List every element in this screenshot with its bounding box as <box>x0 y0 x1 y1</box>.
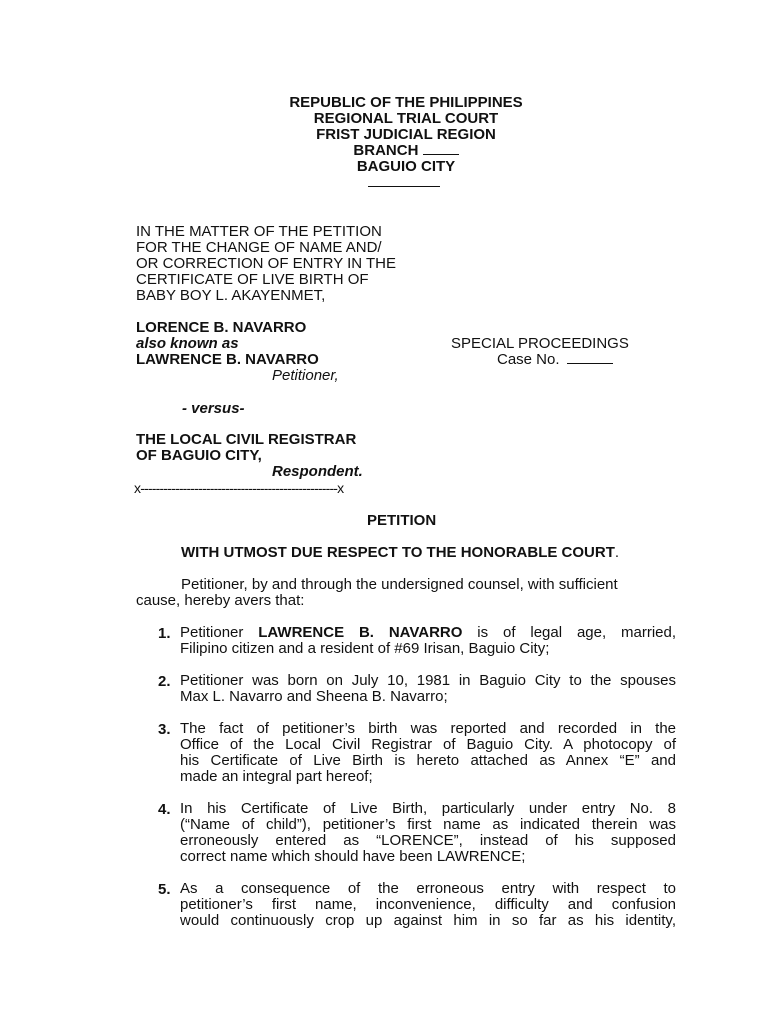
item-number: 2. <box>158 673 171 690</box>
versus-label: - versus- <box>182 400 245 417</box>
intro-line2: cause, hereby avers that: <box>136 592 305 609</box>
list-item <box>180 625 676 657</box>
caption-line: BABY BOY L. AKAYENMET, <box>136 287 326 304</box>
item-line: Petitioner was born on July 10, 1981 in Baguio City to the spouses <box>180 672 676 689</box>
case-number: Case No. <box>497 352 613 368</box>
case-caption <box>136 224 396 304</box>
header-city: BAGUIO CITY <box>356 158 456 175</box>
petitioner-name: LORENCE B. NAVARRO <box>136 319 307 336</box>
item-line: (“Name of child”), petitioner’s first name as indicated therein was <box>180 816 676 833</box>
item-line: made an integral part hereof; <box>180 768 373 785</box>
item-line: Max L. Navarro and Sheena B. Navarro; <box>180 688 448 705</box>
also-known-as: also known as <box>136 335 239 352</box>
respondent-role: Respondent. <box>272 463 363 480</box>
caption-line: CERTIFICATE OF LIVE BIRTH OF <box>136 271 369 288</box>
caption-line: OR CORRECTION OF ENTRY IN THE <box>136 255 397 272</box>
petition-title: PETITION <box>367 512 437 529</box>
list-item <box>180 881 676 929</box>
header-court: REGIONAL TRIAL COURT <box>313 110 499 127</box>
header-region: FRIST JUDICIAL REGION <box>316 126 496 143</box>
item-line: The fact of petitioner’s birth was reported and recorded in the <box>180 720 676 737</box>
caption-line: IN THE MATTER OF THE PETITION <box>136 223 382 240</box>
salutation: WITH UTMOST DUE RESPECT TO THE HONORABLE COURT. <box>181 544 620 561</box>
list-item <box>180 673 676 705</box>
intro-line1: Petitioner, by and through the undersigned counsel, with sufficient <box>181 576 618 593</box>
respondent-line1: THE LOCAL CIVIL REGISTRAR <box>136 431 357 448</box>
item-line: erroneously entered as “LORENCE”, instead of his supposed <box>180 832 676 849</box>
court-header <box>0 95 768 191</box>
petitioner-alias: LAWRENCE B. NAVARRO <box>136 351 319 368</box>
caption-divider: x---------------------------------------------------x <box>134 480 344 496</box>
item-line: correct name which should have been LAWRENCE; <box>180 848 526 865</box>
item-line: would continuously crop up against him in so far as his identity, <box>180 912 676 929</box>
item-line: In his Certificate of Live Birth, particularly under entry No. 8 <box>180 800 676 817</box>
item-line: Petitioner LAWRENCE B. NAVARRO is of legal age, married, <box>180 624 677 641</box>
item-line: As a consequence of the erroneous entry with respect to <box>180 880 676 897</box>
respondent-line2: OF BAGUIO CITY, <box>136 447 262 464</box>
list-item <box>180 721 676 785</box>
item-line: Office of the Local Civil Registrar of Baguio City. A photocopy of <box>180 736 676 753</box>
special-proceedings: SPECIAL PROCEEDINGS <box>451 335 629 352</box>
header-branch: BRANCH <box>0 143 768 159</box>
header-republic: REPUBLIC OF THE PHILIPPINES <box>289 94 523 111</box>
item-number: 3. <box>158 721 171 738</box>
item-line: Filipino citizen and a resident of #69 Irisan, Baguio City; <box>180 640 550 657</box>
caption-line: FOR THE CHANGE OF NAME AND/ <box>136 239 382 256</box>
petitioner-role: Petitioner, <box>272 367 339 384</box>
item-line: his Certificate of Live Birth is hereto attached as Annex “E” and <box>180 752 676 769</box>
list-item <box>180 801 676 865</box>
header-divider <box>0 175 768 191</box>
item-number: 5. <box>158 881 171 898</box>
item-number: 1. <box>158 625 171 642</box>
item-number: 4. <box>158 801 171 818</box>
item-line: petitioner’s first name, inconvenience, difficulty and confusion <box>180 896 676 913</box>
